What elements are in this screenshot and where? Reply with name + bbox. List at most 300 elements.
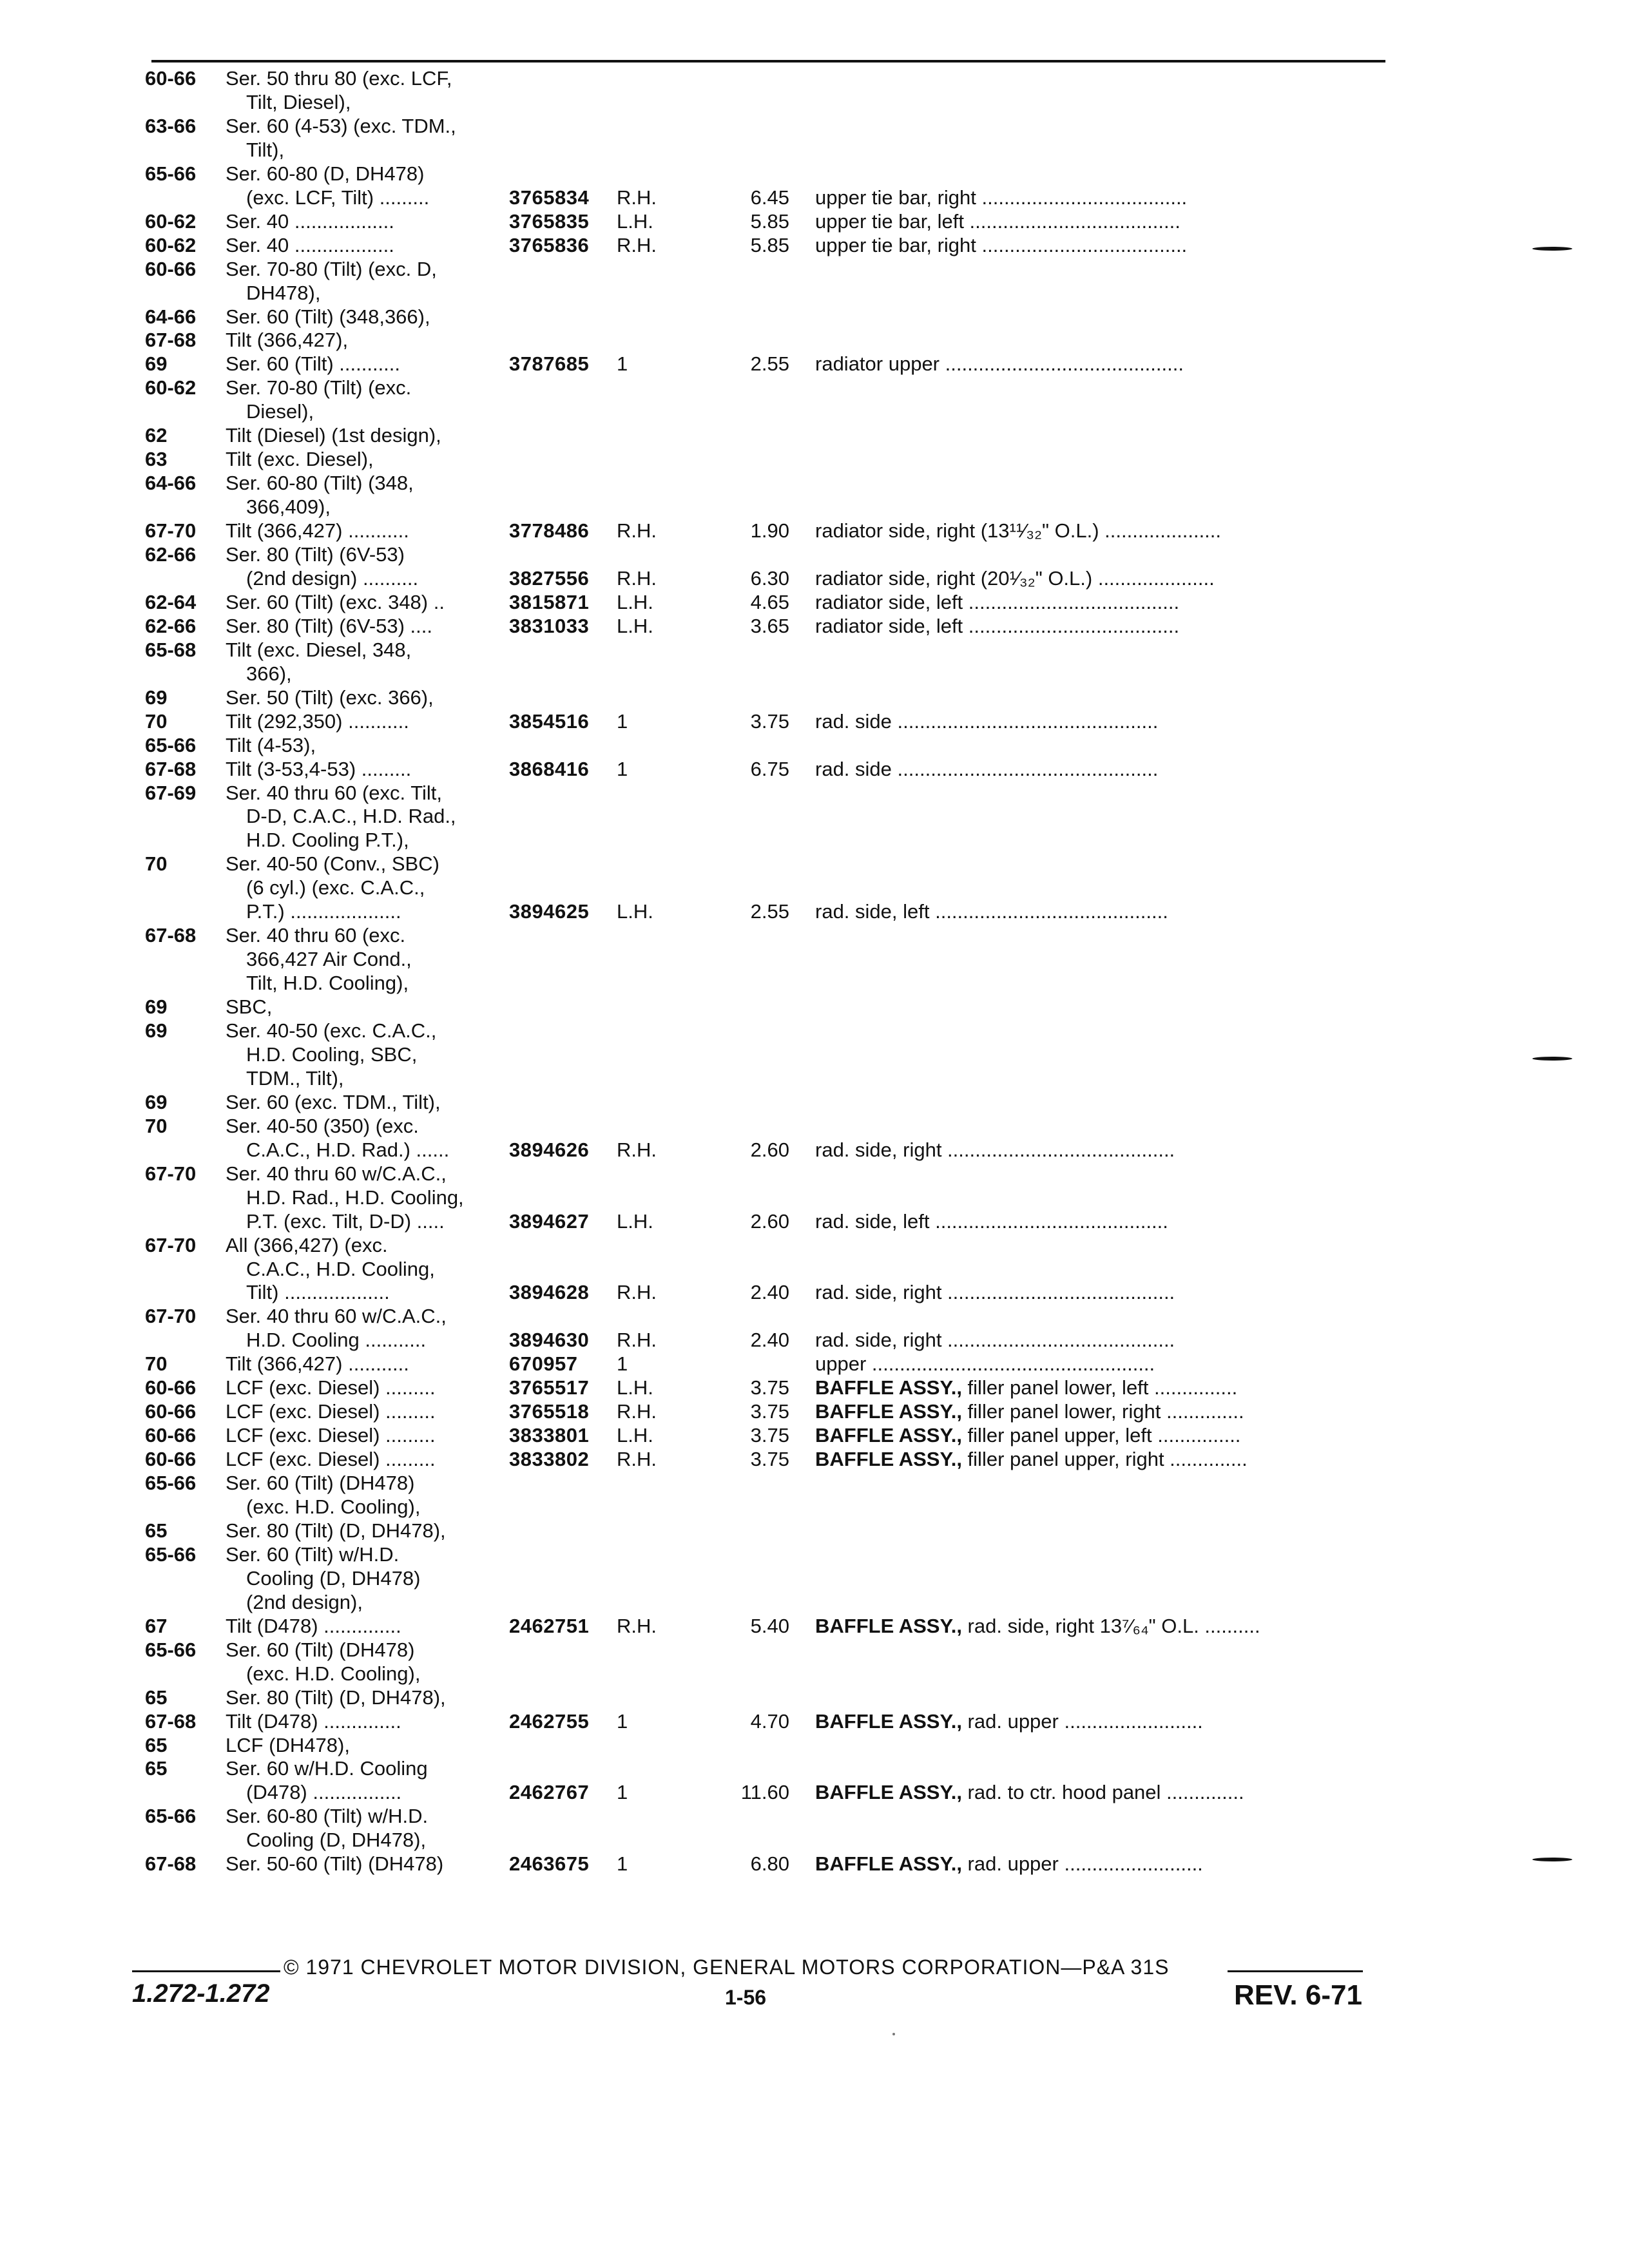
parts-row [0,1733,1629,1758]
parts-row [0,1256,1629,1282]
application: DH478), [246,281,321,304]
description [815,1137,1382,1163]
description-text: radiator side, left ...................................... [815,590,1180,613]
part-number: 3827556 [509,566,590,590]
application: Ser. 60-80 (D, DH478) [226,162,425,185]
price: 2.55 [750,900,789,923]
parts-row [0,1756,1629,1782]
parts-row [0,1066,1629,1091]
parts-row [0,304,1629,330]
application: Tilt), [246,138,285,161]
application: Ser. 40 .................. [226,209,394,233]
model-year: 65-66 [145,1638,197,1661]
application: P.T. (exc. Tilt, D-D) ..... [246,1209,445,1233]
description-text: filler panel lower, left ............... [961,1376,1238,1399]
description-heading: BAFFLE ASSY., [815,1376,962,1399]
quantity: L.H. [617,1209,653,1233]
description [815,351,1382,377]
application: Cooling (D, DH478) [246,1566,421,1590]
price: 5.40 [750,1614,789,1637]
parts-row [0,1566,1629,1591]
description [815,209,1382,235]
description-text: upper tie bar, right ..................................... [815,186,1188,209]
description [815,1780,1382,1805]
model-year: 65 [145,1733,168,1756]
model-year: 60-62 [145,209,197,233]
model-year: 67-69 [145,781,197,804]
footer-rule-right [1228,1970,1363,1972]
description-text: upper tie bar, right ..................................... [815,233,1188,256]
price: 3.75 [750,1376,789,1399]
description-heading: BAFFLE ASSY., [815,1709,962,1733]
model-year: 64-66 [145,305,197,328]
parts-row [0,1113,1629,1139]
description-text: rad. side, right ......................................... [815,1138,1175,1161]
quantity: L.H. [617,900,653,923]
model-year: 67-68 [145,924,197,947]
parts-row [0,803,1629,829]
application: (exc. LCF, Tilt) ......... [246,186,430,209]
application: Ser. 80 (Tilt) (6V-53) .... [226,614,433,637]
parts-row [0,327,1629,353]
model-year: 70 [145,1352,168,1376]
parts-row [0,90,1629,115]
description-text: radiator side, left ...................................... [815,614,1180,637]
quantity: R.H. [617,566,657,590]
parts-row [0,1042,1629,1068]
parts-row [0,113,1629,139]
description [815,1280,1382,1305]
parts-row [0,827,1629,853]
parts-row [0,685,1629,711]
quantity: R.H. [617,1138,657,1161]
part-number: 2462755 [509,1709,590,1733]
description [815,1423,1382,1448]
parts-row [0,994,1629,1020]
parts-row [0,875,1629,901]
parts-row [0,1423,1629,1448]
parts-row [0,1685,1629,1711]
description-text: rad. side, right ......................................... [815,1329,1175,1352]
description-text: radiator side, right (20¹⁄₃₂" O.L.) ..................... [815,566,1215,590]
model-year: 65-66 [145,1472,197,1495]
application: 366,427 Air Cond., [246,948,412,971]
part-number: 3765518 [509,1400,590,1423]
parts-row [0,542,1629,568]
application: LCF (DH478), [226,1733,350,1756]
part-number: 3894626 [509,1138,590,1161]
part-number: 3894630 [509,1329,590,1352]
footer-copyright: © 1971 CHEVROLET MOTOR DIVISION, GENERAL MOTORS CORPORATION—P&A 31S [284,1956,1170,1979]
parts-row [0,1351,1629,1377]
model-year: 65 [145,1519,168,1542]
part-number: 3815871 [509,590,590,613]
price: 2.40 [750,1281,789,1304]
part-number: 3854516 [509,709,590,733]
parts-row [0,1709,1629,1735]
quantity: 1 [617,352,628,376]
description [815,1446,1382,1472]
part-number: 3765834 [509,186,590,209]
parts-row [0,1090,1629,1115]
application: Ser. 60 (Tilt) (348,366), [226,305,430,328]
application: Ser. 60 (Tilt) (exc. 348) .. [226,590,445,613]
section-number: 1.272-1.272 [132,1979,270,2008]
quantity: R.H. [617,233,657,256]
parts-row [0,1518,1629,1544]
part-number: 2463675 [509,1852,590,1876]
application: (2nd design), [246,1590,363,1613]
application: 366), [246,662,292,685]
description [815,1209,1382,1235]
description [815,1375,1382,1401]
model-year: 65 [145,1757,168,1780]
description-text: rad. side, left .......................................... [815,1209,1168,1233]
application: Cooling (D, DH478), [246,1829,427,1852]
application: Ser. 40-50 (exc. C.A.C., [226,1019,437,1042]
application: Ser. 60 (Tilt) (DH478) [226,1638,415,1661]
parts-row [0,423,1629,448]
model-year: 60-66 [145,257,197,280]
application: All (366,427) (exc. [226,1233,388,1256]
application: Ser. 70-80 (Tilt) (exc. [226,376,412,399]
model-year: 67-68 [145,1852,197,1876]
application: SBC, [226,995,273,1019]
application: Ser. 60 (exc. TDM., Tilt), [226,1090,441,1113]
quantity: 1 [617,709,628,733]
description-heading: BAFFLE ASSY., [815,1852,962,1876]
parts-row [0,899,1629,925]
application: Tilt (Diesel) (1st design), [226,424,441,447]
application: Ser. 60-80 (Tilt) w/H.D. [226,1805,429,1828]
model-year: 67-68 [145,757,197,780]
parts-row [0,161,1629,187]
part-number: 3894627 [509,1209,590,1233]
part-number: 3765835 [509,209,590,233]
model-year: 60-66 [145,1448,197,1471]
description-text: rad. side ............................................... [815,757,1159,780]
model-year: 60-66 [145,1424,197,1447]
description-text: filler panel upper, left ............... [961,1424,1241,1447]
description-text: radiator side, right (13¹¹⁄₃₂" O.L.) ..................... [815,519,1222,543]
price: 6.80 [750,1852,789,1876]
application: Ser. 40 thru 60 (exc. [226,924,406,947]
parts-row [0,280,1629,306]
parts-row [0,351,1629,377]
parts-row [0,1209,1629,1235]
quantity: L.H. [617,614,653,637]
part-number: 3868416 [509,757,590,780]
description [815,1851,1382,1877]
parts-row [0,375,1629,401]
parts-row [0,137,1629,163]
application: C.A.C., H.D. Rad.) ...... [246,1138,450,1161]
parts-row [0,637,1629,663]
parts-row [0,1780,1629,1805]
price: 3.75 [750,1424,789,1447]
application: P.T.) .................... [246,900,401,923]
application: Ser. 80 (Tilt) (6V-53) [226,543,405,566]
application: Ser. 50 thru 80 (exc. LCF, [226,67,452,90]
application: Tilt (D478) .............. [226,1614,401,1637]
price: 11.60 [740,1781,789,1804]
part-number: 2462767 [509,1781,590,1804]
price: 6.30 [750,566,789,590]
application: Tilt (D478) .............. [226,1709,401,1733]
model-year: 65-66 [145,1805,197,1828]
parts-row [0,209,1629,235]
parts-row [0,399,1629,425]
application: Tilt, Diesel), [246,90,351,113]
model-year: 60-66 [145,1376,197,1399]
application: Ser. 60 (Tilt) ........... [226,352,401,376]
model-year: 67-70 [145,519,197,543]
model-year: 67-68 [145,329,197,352]
parts-row [0,1399,1629,1425]
model-year: 69 [145,352,168,376]
parts-row [0,1280,1629,1305]
application: Tilt (366,427) ........... [226,1352,409,1376]
part-number: 2462751 [509,1614,590,1637]
quantity: L.H. [617,590,653,613]
model-year: 60-62 [145,376,197,399]
quantity: R.H. [617,1400,657,1423]
parts-row [0,1018,1629,1044]
application: Ser. 40-50 (350) (exc. [226,1114,419,1137]
part-number: 3833802 [509,1448,590,1471]
part-number: 3787685 [509,352,590,376]
quantity: 1 [617,1781,628,1804]
parts-row [0,1327,1629,1353]
quantity: R.H. [617,1614,657,1637]
description [815,1613,1382,1639]
model-year: 69 [145,1019,168,1042]
parts-row [0,518,1629,544]
model-year: 69 [145,686,168,709]
application: Ser. 40-50 (Conv., SBC) [226,852,439,876]
description [815,1399,1382,1425]
part-number: 3894625 [509,900,590,923]
application: LCF (exc. Diesel) ......... [226,1376,436,1399]
application: Tilt) ................... [246,1281,390,1304]
application: Ser. 50 (Tilt) (exc. 366), [226,686,434,709]
model-year: 60-66 [145,1400,197,1423]
quantity: R.H. [617,1281,657,1304]
footer-rule-left [132,1970,280,1972]
application: TDM., Tilt), [246,1066,344,1090]
application: Ser. 40 thru 60 w/C.A.C., [226,1162,447,1185]
quantity: L.H. [617,209,653,233]
quantity: 1 [617,1709,628,1733]
description-text: rad. side ............................................... [815,709,1159,733]
price: 5.85 [750,209,789,233]
price: 2.40 [750,1329,789,1352]
model-year: 64-66 [145,472,197,495]
model-year: 69 [145,995,168,1019]
parts-row [0,1446,1629,1472]
model-year: 62 [145,424,168,447]
parts-row [0,1613,1629,1639]
application: Ser. 60 (Tilt) w/H.D. [226,1542,400,1566]
model-year: 65-66 [145,733,197,756]
description [815,590,1382,615]
application: Tilt (366,427), [226,329,349,352]
application: D-D, C.A.C., H.D. Rad., [246,805,456,828]
description-heading: BAFFLE ASSY., [815,1448,962,1471]
parts-row [0,733,1629,758]
application: H.D. Cooling ........... [246,1329,427,1352]
application: Tilt, H.D. Cooling), [246,972,409,995]
application: Ser. 80 (Tilt) (D, DH478), [226,1519,446,1542]
price: 6.45 [750,186,789,209]
description-heading: BAFFLE ASSY., [815,1781,962,1804]
description [815,566,1382,591]
description-text: rad. side, left .......................................... [815,900,1168,923]
quantity: 1 [617,1352,628,1376]
description-text: rad. side, right ......................................... [815,1281,1175,1304]
description [815,233,1382,258]
parts-row [0,494,1629,520]
parts-row [0,780,1629,806]
scan-speck [892,2033,895,2035]
description-text: upper ................................................... [815,1352,1155,1376]
application: Tilt (292,350) ........... [226,709,409,733]
description [815,185,1382,211]
parts-row [0,185,1629,211]
model-year: 69 [145,1090,168,1113]
description-text: filler panel lower, right .............. [961,1400,1244,1423]
description [815,613,1382,639]
application: Ser. 40 thru 60 (exc. Tilt, [226,781,442,804]
application: Tilt (exc. Diesel, 348, [226,638,412,661]
description [815,518,1382,544]
model-year: 60-62 [145,233,197,256]
parts-row [0,1851,1629,1877]
description-text: rad. side, right 13⁷⁄₆₄" O.L. .......... [961,1614,1260,1637]
description-text: rad. upper ......................... [961,1852,1203,1876]
application: C.A.C., H.D. Cooling, [246,1257,435,1280]
quantity: R.H. [617,1329,657,1352]
parts-row [0,256,1629,282]
application: (6 cyl.) (exc. C.A.C., [246,876,425,899]
application: (2nd design) .......... [246,566,419,590]
parts-row [0,947,1629,972]
model-year: 70 [145,1114,168,1137]
model-year: 65-66 [145,162,197,185]
application: H.D. Cooling, SBC, [246,1043,418,1066]
price: 2.60 [750,1209,789,1233]
model-year: 70 [145,709,168,733]
model-year: 65-68 [145,638,197,661]
description [815,709,1382,735]
application: Tilt (4-53), [226,733,316,756]
price: 1.90 [750,519,789,543]
parts-row [0,1542,1629,1568]
parts-row [0,1827,1629,1853]
parts-row [0,1803,1629,1829]
parts-row [0,1185,1629,1211]
quantity: R.H. [617,186,657,209]
application: H.D. Rad., H.D. Cooling, [246,1186,464,1209]
price: 3.75 [750,1400,789,1423]
model-year: 63 [145,448,168,471]
application: 366,409), [246,495,331,519]
description [815,899,1382,925]
parts-row [0,66,1629,91]
parts-row [0,923,1629,948]
description-text: upper tie bar, left ...................................... [815,209,1181,233]
price: 3.75 [750,709,789,733]
application: LCF (exc. Diesel) ......... [226,1448,436,1471]
price: 5.85 [750,233,789,256]
price: 4.70 [750,1709,789,1733]
price: 2.60 [750,1138,789,1161]
part-number: 670957 [509,1352,578,1376]
parts-row [0,1590,1629,1615]
description-heading: BAFFLE ASSY., [815,1614,962,1637]
quantity: L.H. [617,1376,653,1399]
description-text: radiator upper ........................................... [815,352,1184,376]
quantity: R.H. [617,519,657,543]
parts-row [0,970,1629,996]
description-heading: BAFFLE ASSY., [815,1400,962,1423]
parts-row [0,1661,1629,1687]
parts-row [0,1303,1629,1329]
model-year: 67-70 [145,1162,197,1185]
model-year: 65 [145,1686,168,1709]
application: Ser. 80 (Tilt) (D, DH478), [226,1686,446,1709]
model-year: 67-68 [145,1709,197,1733]
description [815,1351,1382,1377]
price: 3.75 [750,1448,789,1471]
parts-row [0,590,1629,615]
price: 3.65 [750,614,789,637]
quantity: R.H. [617,1448,657,1471]
application: (exc. H.D. Cooling), [246,1495,421,1518]
description-text: filler panel upper, right .............. [961,1448,1248,1471]
margin-mark [1532,247,1572,251]
quantity: 1 [617,1852,628,1876]
application: Tilt (exc. Diesel), [226,448,374,471]
application: (exc. H.D. Cooling), [246,1662,421,1685]
application: Ser. 60-80 (Tilt) (348, [226,472,414,495]
description [815,1327,1382,1353]
margin-mark [1532,1858,1572,1861]
price: 6.75 [750,757,789,780]
model-year: 62-66 [145,614,197,637]
part-number: 3894628 [509,1281,590,1304]
model-year: 65-66 [145,1542,197,1566]
parts-row [0,1161,1629,1187]
quantity: L.H. [617,1424,653,1447]
price: 2.55 [750,352,789,376]
model-year: 60-66 [145,67,197,90]
model-year: 67-70 [145,1233,197,1256]
description [815,1709,1382,1735]
parts-row [0,661,1629,687]
parts-row [0,851,1629,877]
model-year: 67 [145,1614,168,1637]
revision-date: REV. 6-71 [1234,1979,1362,2011]
description-text: rad. upper ......................... [961,1709,1203,1733]
application: Ser. 50-60 (Tilt) (DH478) [226,1852,444,1876]
application: LCF (exc. Diesel) ......... [226,1424,436,1447]
application: (D478) ................ [246,1781,402,1804]
quantity: 1 [617,757,628,780]
application: LCF (exc. Diesel) ......... [226,1400,436,1423]
parts-row [0,233,1629,258]
application: Tilt (3-53,4-53) ......... [226,757,412,780]
